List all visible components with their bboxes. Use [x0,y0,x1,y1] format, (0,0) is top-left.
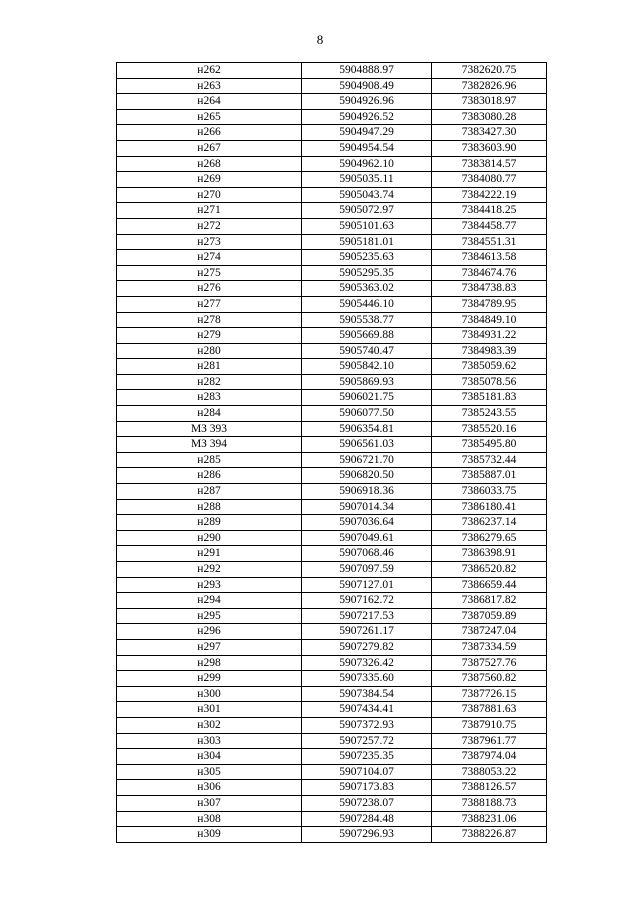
x-coordinate-cell: 5906354.81 [302,421,432,437]
point-id-cell: н294 [117,593,302,609]
point-id-cell: н308 [117,811,302,827]
point-id-cell: н304 [117,749,302,765]
point-id-cell: н265 [117,109,302,125]
y-coordinate-cell: 7382620.75 [432,63,547,79]
y-coordinate-cell: 7384674.76 [432,265,547,281]
point-id-cell: н309 [117,827,302,843]
table-row [117,406,547,422]
y-coordinate-cell: 7387881.63 [432,702,547,718]
x-coordinate-cell: 5907296.93 [302,827,432,843]
table-row [117,78,547,94]
y-coordinate-cell: 7385495.80 [432,437,547,453]
y-coordinate-cell: 7385520.16 [432,421,547,437]
table-row [117,530,547,546]
y-coordinate-cell: 7388126.57 [432,780,547,796]
point-id-cell: н306 [117,780,302,796]
x-coordinate-cell: 5905035.11 [302,172,432,188]
point-id-cell: н277 [117,296,302,312]
table-row [117,811,547,827]
point-id-cell: МЗ 393 [117,421,302,437]
x-coordinate-cell: 5907235.35 [302,749,432,765]
y-coordinate-cell: 7387910.75 [432,717,547,733]
table-row [117,764,547,780]
y-coordinate-cell: 7386659.44 [432,577,547,593]
point-id-cell: н272 [117,218,302,234]
y-coordinate-cell: 7383080.28 [432,109,547,125]
y-coordinate-cell: 7387247.04 [432,624,547,640]
x-coordinate-cell: 5907036.64 [302,515,432,531]
table-row [117,328,547,344]
x-coordinate-cell: 5905740.47 [302,343,432,359]
x-coordinate-cell: 5904926.52 [302,109,432,125]
point-id-cell: н300 [117,686,302,702]
x-coordinate-cell: 5905446.10 [302,296,432,312]
x-coordinate-cell: 5905072.97 [302,203,432,219]
table-row [117,562,547,578]
point-id-cell: н275 [117,265,302,281]
point-id-cell: МЗ 394 [117,437,302,453]
x-coordinate-cell: 5905842.10 [302,359,432,375]
point-id-cell: н268 [117,156,302,172]
x-coordinate-cell: 5905669.88 [302,328,432,344]
y-coordinate-cell: 7385181.83 [432,390,547,406]
x-coordinate-cell: 5905295.35 [302,265,432,281]
table-row [117,265,547,281]
x-coordinate-cell: 5907068.46 [302,546,432,562]
x-coordinate-cell: 5906918.36 [302,484,432,500]
y-coordinate-cell: 7385732.44 [432,452,547,468]
x-coordinate-cell: 5905181.01 [302,234,432,250]
point-id-cell: н282 [117,374,302,390]
point-id-cell: н281 [117,359,302,375]
y-coordinate-cell: 7384983.39 [432,343,547,359]
x-coordinate-cell: 5907284.48 [302,811,432,827]
table-row [117,468,547,484]
y-coordinate-cell: 7386520.82 [432,562,547,578]
x-coordinate-cell: 5904926.96 [302,94,432,110]
point-id-cell: н278 [117,312,302,328]
y-coordinate-cell: 7384738.83 [432,281,547,297]
point-id-cell: н286 [117,468,302,484]
table-row [117,686,547,702]
y-coordinate-cell: 7387726.15 [432,686,547,702]
y-coordinate-cell: 7386180.41 [432,499,547,515]
y-coordinate-cell: 7386237.14 [432,515,547,531]
x-coordinate-cell: 5907049.61 [302,530,432,546]
table-row [117,749,547,765]
table-row [117,624,547,640]
table-row [117,717,547,733]
point-id-cell: н273 [117,234,302,250]
y-coordinate-cell: 7387974.04 [432,749,547,765]
point-id-cell: н270 [117,187,302,203]
point-id-cell: н269 [117,172,302,188]
point-id-cell: н266 [117,125,302,141]
x-coordinate-cell: 5907097.59 [302,562,432,578]
x-coordinate-cell: 5907127.01 [302,577,432,593]
x-coordinate-cell: 5907014.34 [302,499,432,515]
point-id-cell: н290 [117,530,302,546]
page-number: 8 [316,32,324,47]
y-coordinate-cell: 7384849.10 [432,312,547,328]
point-id-cell: н271 [117,203,302,219]
y-coordinate-cell: 7386817.82 [432,593,547,609]
table-row [117,515,547,531]
point-id-cell: н284 [117,406,302,422]
y-coordinate-cell: 7386398.91 [432,546,547,562]
table-row [117,296,547,312]
point-id-cell: н296 [117,624,302,640]
y-coordinate-cell: 7387560.82 [432,671,547,687]
point-id-cell: н298 [117,655,302,671]
table-row [117,546,547,562]
table-row [117,702,547,718]
point-id-cell: н307 [117,795,302,811]
x-coordinate-cell: 5906820.50 [302,468,432,484]
y-coordinate-cell: 7387527.76 [432,655,547,671]
y-coordinate-cell: 7384613.58 [432,250,547,266]
table-row [117,281,547,297]
point-id-cell: н285 [117,452,302,468]
point-id-cell: н263 [117,78,302,94]
point-id-cell: н291 [117,546,302,562]
point-id-cell: н283 [117,390,302,406]
table-row [117,312,547,328]
x-coordinate-cell: 5906077.50 [302,406,432,422]
table-row [117,172,547,188]
table-row [117,359,547,375]
x-coordinate-cell: 5907162.72 [302,593,432,609]
table-row [117,234,547,250]
point-id-cell: н295 [117,608,302,624]
table-row [117,218,547,234]
y-coordinate-cell: 7382826.96 [432,78,547,94]
x-coordinate-cell: 5905538.77 [302,312,432,328]
x-coordinate-cell: 5907326.42 [302,655,432,671]
table-row [117,484,547,500]
x-coordinate-cell: 5905043.74 [302,187,432,203]
x-coordinate-cell: 5907384.54 [302,686,432,702]
y-coordinate-cell: 7385887.01 [432,468,547,484]
y-coordinate-cell: 7383814.57 [432,156,547,172]
x-coordinate-cell: 5904962.10 [302,156,432,172]
point-id-cell: н280 [117,343,302,359]
x-coordinate-cell: 5904947.29 [302,125,432,141]
point-id-cell: н274 [117,250,302,266]
table-row [117,780,547,796]
table-row [117,577,547,593]
y-coordinate-cell: 7384222.19 [432,187,547,203]
table-row [117,94,547,110]
table-row [117,827,547,843]
y-coordinate-cell: 7385059.62 [432,359,547,375]
x-coordinate-cell: 5904908.49 [302,78,432,94]
y-coordinate-cell: 7384458.77 [432,218,547,234]
y-coordinate-cell: 7383427.30 [432,125,547,141]
y-coordinate-cell: 7387059.89 [432,608,547,624]
x-coordinate-cell: 5904954.54 [302,140,432,156]
table-row [117,655,547,671]
point-id-cell: н299 [117,671,302,687]
y-coordinate-cell: 7385243.55 [432,406,547,422]
point-id-cell: н303 [117,733,302,749]
point-id-cell: н305 [117,764,302,780]
point-id-cell: н288 [117,499,302,515]
x-coordinate-cell: 5907434.41 [302,702,432,718]
y-coordinate-cell: 7385078.56 [432,374,547,390]
point-id-cell: н302 [117,717,302,733]
coordinates-table [116,62,547,843]
y-coordinate-cell: 7383603.90 [432,140,547,156]
table-row [117,390,547,406]
table-row [117,250,547,266]
point-id-cell: н292 [117,562,302,578]
y-coordinate-cell: 7388231.06 [432,811,547,827]
x-coordinate-cell: 5907238.07 [302,795,432,811]
x-coordinate-cell: 5904888.97 [302,63,432,79]
x-coordinate-cell: 5905235.63 [302,250,432,266]
x-coordinate-cell: 5907217.53 [302,608,432,624]
y-coordinate-cell: 7387961.77 [432,733,547,749]
table-row [117,374,547,390]
y-coordinate-cell: 7388226.87 [432,827,547,843]
table-row [117,140,547,156]
x-coordinate-cell: 5907335.60 [302,671,432,687]
table-row [117,187,547,203]
x-coordinate-cell: 5905101.63 [302,218,432,234]
x-coordinate-cell: 5907257.72 [302,733,432,749]
table-row [117,421,547,437]
table-row [117,452,547,468]
point-id-cell: н267 [117,140,302,156]
coordinates-table-body [117,63,547,843]
point-id-cell: н297 [117,639,302,655]
point-id-cell: н293 [117,577,302,593]
x-coordinate-cell: 5907104.07 [302,764,432,780]
x-coordinate-cell: 5905363.02 [302,281,432,297]
point-id-cell: н279 [117,328,302,344]
x-coordinate-cell: 5907261.17 [302,624,432,640]
y-coordinate-cell: 7388188.73 [432,795,547,811]
x-coordinate-cell: 5906721.70 [302,452,432,468]
y-coordinate-cell: 7386033.75 [432,484,547,500]
y-coordinate-cell: 7388053.22 [432,764,547,780]
point-id-cell: н289 [117,515,302,531]
point-id-cell: н264 [117,94,302,110]
y-coordinate-cell: 7384080.77 [432,172,547,188]
x-coordinate-cell: 5905869.93 [302,374,432,390]
table-row [117,203,547,219]
table-row [117,63,547,79]
table-row [117,639,547,655]
table-row [117,343,547,359]
point-id-cell: н287 [117,484,302,500]
table-row [117,109,547,125]
table-row [117,125,547,141]
table-row [117,156,547,172]
table-row [117,593,547,609]
table-row [117,499,547,515]
table-row [117,437,547,453]
y-coordinate-cell: 7384931.22 [432,328,547,344]
table-row [117,671,547,687]
point-id-cell: н276 [117,281,302,297]
y-coordinate-cell: 7384418.25 [432,203,547,219]
point-id-cell: н262 [117,63,302,79]
point-id-cell: н301 [117,702,302,718]
x-coordinate-cell: 5907279.82 [302,639,432,655]
y-coordinate-cell: 7384551.31 [432,234,547,250]
x-coordinate-cell: 5906561.03 [302,437,432,453]
x-coordinate-cell: 5906021.75 [302,390,432,406]
x-coordinate-cell: 5907173.83 [302,780,432,796]
table-row [117,608,547,624]
table-row [117,795,547,811]
x-coordinate-cell: 5907372.93 [302,717,432,733]
y-coordinate-cell: 7386279.65 [432,530,547,546]
y-coordinate-cell: 7384789.95 [432,296,547,312]
y-coordinate-cell: 7383018.97 [432,94,547,110]
table-row [117,733,547,749]
y-coordinate-cell: 7387334.59 [432,639,547,655]
